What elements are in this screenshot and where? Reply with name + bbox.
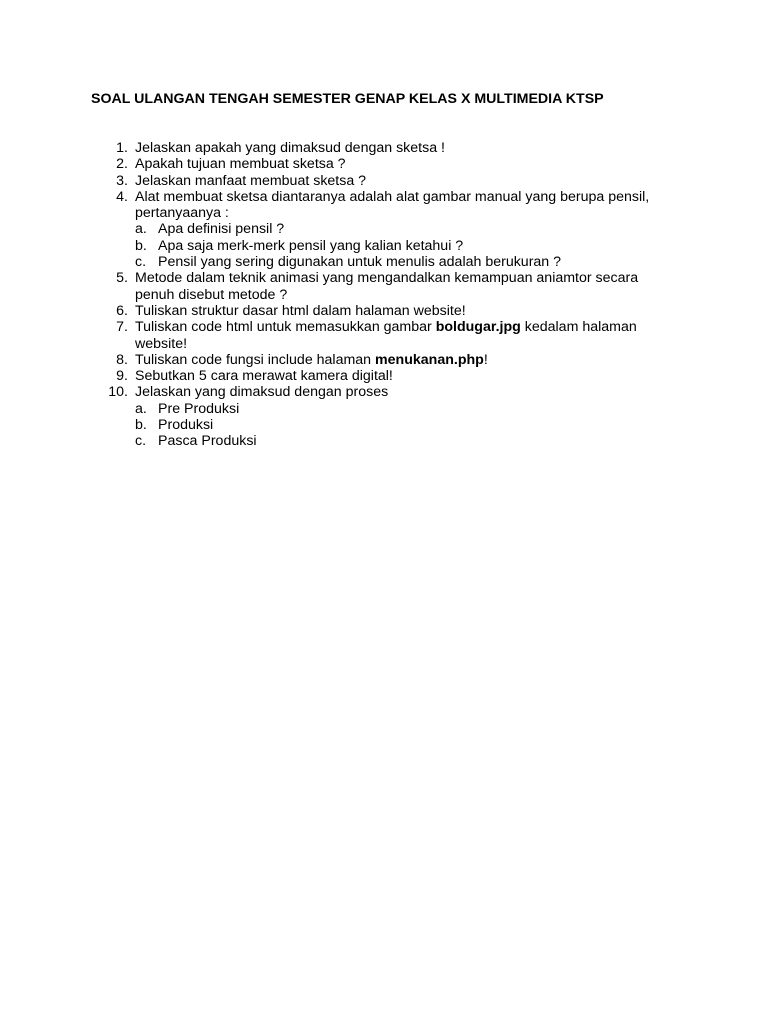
question-text: Metode dalam teknik animasi yang mengandalkan kemampuan aniamtor secara penuh disebut metode ?: [135, 270, 639, 303]
question-number: 4.: [116, 188, 128, 205]
sub-question-item: [0, 254, 678, 270]
sub-question-letter: c.: [135, 254, 147, 271]
question-item: [0, 173, 675, 189]
sub-question-letter: a.: [135, 400, 147, 417]
question-text: Tuliskan struktur dasar html dalam halaman website!: [135, 302, 466, 319]
question-item: [0, 156, 675, 172]
question-number: 2.: [116, 156, 128, 173]
document-title: SOAL ULANGAN TENGAH SEMESTER GENAP KELAS X MULTIMEDIA KTSP: [91, 91, 604, 107]
question-text: Jelaskan manfaat membuat sketsa ?: [135, 172, 367, 189]
question-item: [0, 270, 675, 303]
sub-question-item: [0, 238, 678, 254]
question-number: 6.: [116, 302, 128, 319]
question-number: 3.: [116, 172, 128, 189]
question-item: [0, 140, 675, 156]
sub-question-text: Pasca Produksi: [158, 433, 257, 450]
question-number: 1.: [116, 140, 128, 156]
question-text: Jelaskan yang dimaksud dengan proses: [135, 384, 389, 401]
question-text-after: kedalam halaman website!: [135, 319, 637, 352]
question-item: [0, 352, 675, 368]
question-number: 10.: [108, 384, 128, 401]
sub-question-text: Apa saja merk-merk pensil yang kalian ketahui ?: [158, 237, 464, 254]
question-text-after: !: [483, 351, 488, 368]
question-number: 7.: [116, 319, 128, 336]
sub-question-letter: a.: [135, 221, 147, 238]
sub-question-text: Produksi: [158, 417, 214, 434]
sub-question-letter: b.: [135, 417, 147, 434]
question-number: 5.: [116, 270, 128, 287]
sub-question-text: Pensil yang sering digunakan untuk menulis adalah berukuran ?: [158, 254, 562, 271]
question-item: [0, 384, 675, 400]
filename-bold: boldugar.jpg: [435, 319, 521, 336]
sub-question-letter: c.: [135, 433, 147, 450]
question-item: [0, 319, 675, 352]
question-text: Alat membuat sketsa diantaranya adalah alat gambar manual yang berupa pensil, pertanyaanya :: [135, 188, 650, 222]
question-text: Jelaskan apakah yang dimaksud dengan sketsa !: [135, 140, 445, 156]
question-item: [0, 368, 675, 384]
sub-question-item: [0, 221, 678, 237]
question-number: 9.: [116, 368, 128, 385]
question-text-before: Tuliskan code html untuk memasukkan gambar: [135, 319, 436, 336]
sub-question-letter: b.: [135, 237, 147, 254]
question-text: Apakah tujuan membuat sketsa ?: [135, 156, 346, 173]
sub-question-item: [0, 417, 678, 433]
filename-bold: menukanan.php: [375, 351, 484, 368]
question-text: Sebutkan 5 cara merawat kamera digital!: [135, 368, 393, 385]
sub-question-item: [0, 433, 678, 449]
sub-question-text: Pre Produksi: [158, 400, 240, 417]
sub-question-text: Apa definisi pensil ?: [158, 221, 285, 238]
question-list: [0, 140, 768, 450]
question-item: [0, 303, 675, 319]
question-item: [0, 189, 675, 222]
question-text-before: Tuliskan code fungsi include halaman: [135, 351, 376, 368]
sub-question-item: [0, 401, 678, 417]
question-number: 8.: [116, 351, 128, 368]
